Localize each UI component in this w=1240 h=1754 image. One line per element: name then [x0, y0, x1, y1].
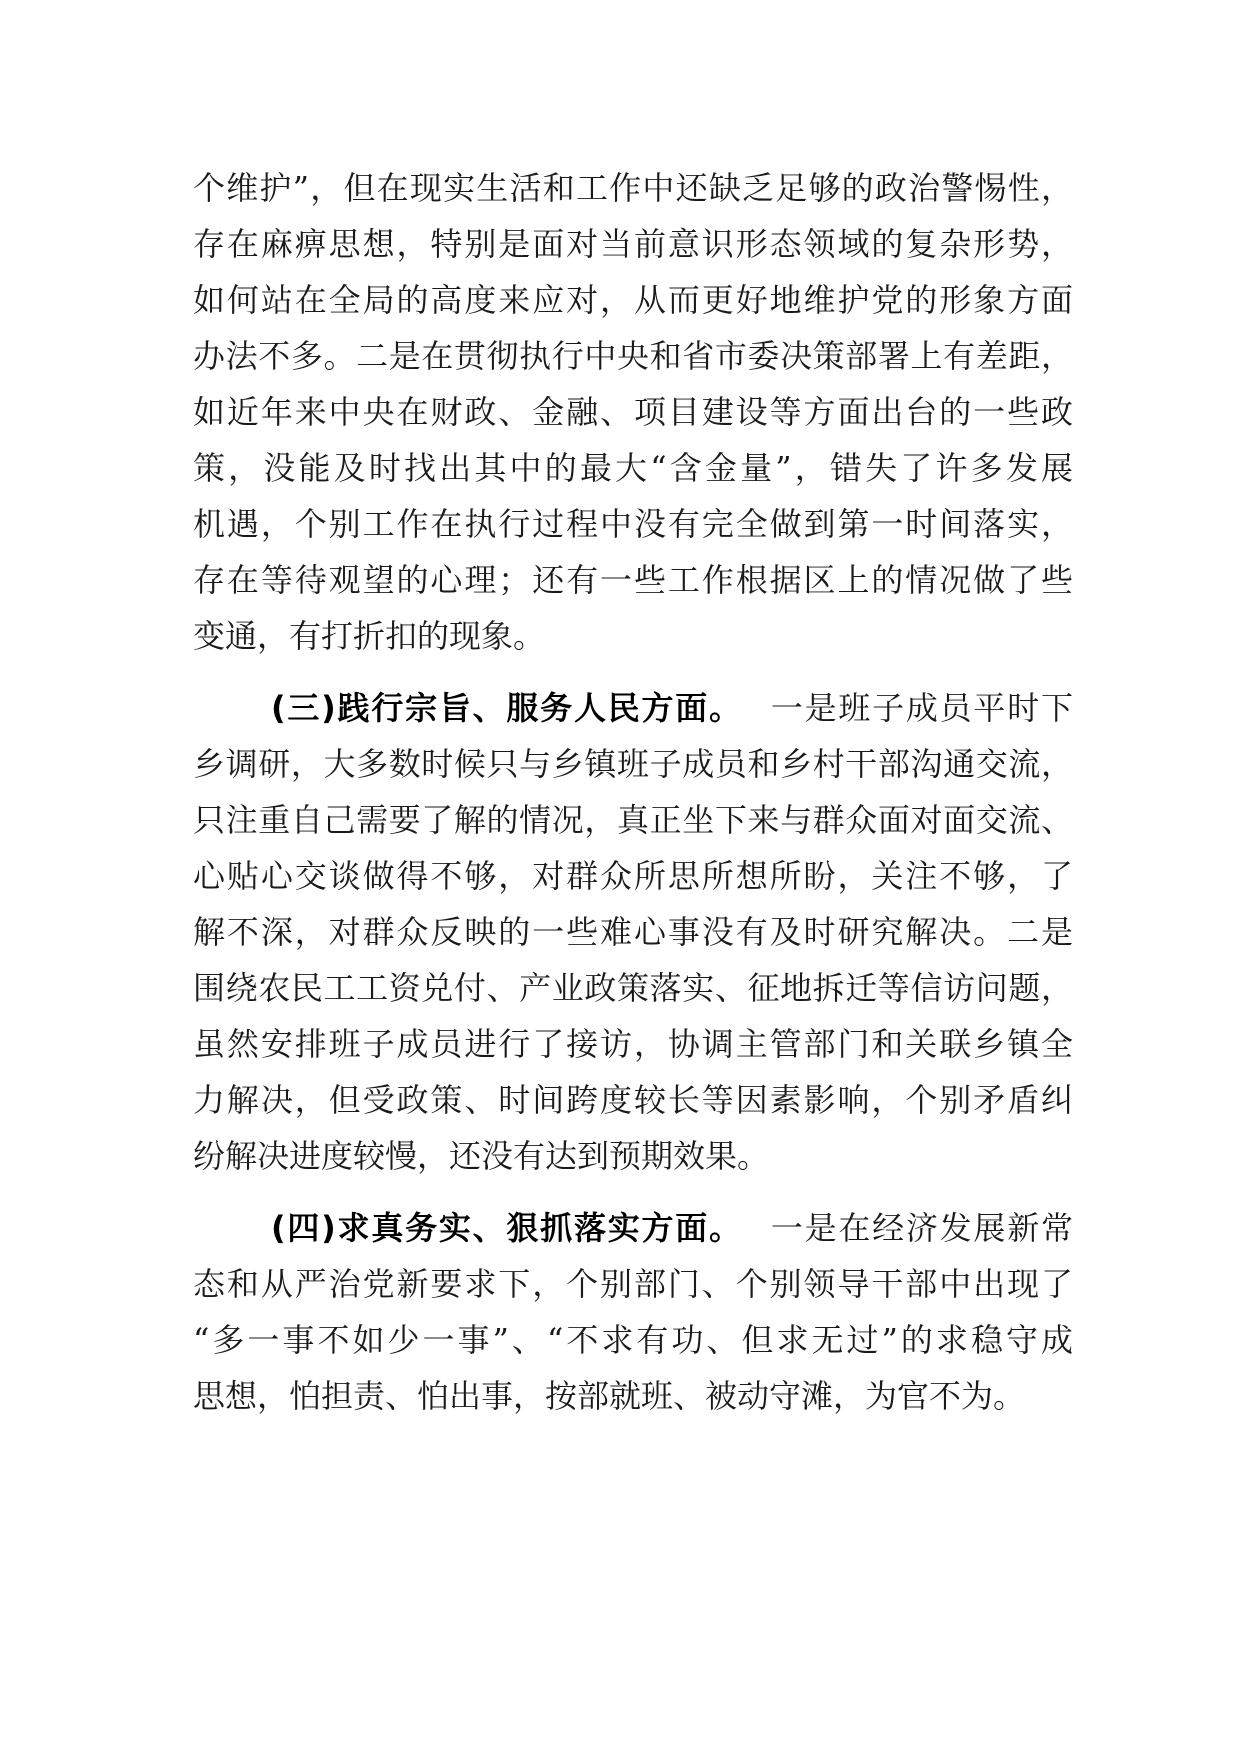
text-line: 虽然安排班子成员进行了接访，协调主管部门和关联乡镇全: [193, 1025, 1073, 1063]
text-line: 力解决，但受政策、时间跨度较长等因素影响，个别矛盾纠: [193, 1081, 1073, 1119]
text-line: 解不深，对群众反映的一些难心事没有及时研究解决。二是: [193, 913, 1073, 951]
text-line: 机遇，个别工作在执行过程中没有完全做到第一时间落实，: [193, 505, 1073, 543]
paragraph-gap: [193, 1184, 1073, 1200]
text-line: “多一事不如少一事”、“不求有功、但求无过”的求稳守成: [193, 1321, 1073, 1359]
text-line: 态和从严治党新要求下，个别部门、个别领导干部中出现了: [193, 1265, 1073, 1303]
text-line: 存在麻痹思想，特别是面对当前意识形态领域的复杂形势，: [193, 225, 1073, 263]
text-line: 变通，有打折扣的现象。: [193, 617, 546, 655]
section-heading: (四)求真务实、狠抓落实方面。: [271, 1209, 743, 1247]
text-line: 存在等待观望的心理；还有一些工作根据区上的情况做了些: [193, 561, 1073, 599]
text-line: 个维护”，但在现实生活和工作中还缺乏足够的政治警惕性，: [193, 169, 1073, 207]
text-line: 围绕农民工工资兑付、产业政策落实、征地拆迁等信访问题，: [193, 969, 1073, 1007]
text-line: 办法不多。二是在贯彻执行中央和省市委决策部署上有差距，: [193, 337, 1073, 375]
section-first-line: [193, 1200, 1073, 1256]
section-heading: (三)践行宗旨、服务人民方面。: [271, 689, 743, 727]
text-line: 思想，怕担责、怕出事，按部就班、被动守滩，为官不为。: [193, 1377, 1026, 1415]
section-first-line-text: 一是班子成员平时下: [770, 689, 1073, 727]
section-first-line-text: 一是在经济发展新常: [770, 1209, 1073, 1247]
document-body: [193, 160, 1073, 1424]
section-first-line: [193, 680, 1073, 736]
text-line: 只注重自己需要了解的情况，真正坐下来与群众面对面交流、: [193, 801, 1073, 839]
text-line: 如近年来中央在财政、金融、项目建设等方面出台的一些政: [193, 393, 1073, 431]
text-line: 纷解决进度较慢，还没有达到预期效果。: [193, 1137, 770, 1175]
text-line: 如何站在全局的高度来应对，从而更好地维护党的形象方面: [193, 281, 1073, 319]
paragraph-gap: [193, 664, 1073, 680]
text-line: 乡调研，大多数时候只与乡镇班子成员和乡村干部沟通交流，: [193, 745, 1073, 783]
text-line: 心贴心交谈做得不够，对群众所思所想所盼，关注不够，了: [193, 857, 1073, 895]
text-line: 策，没能及时找出其中的最大“含金量”，错失了许多发展: [193, 449, 1073, 487]
